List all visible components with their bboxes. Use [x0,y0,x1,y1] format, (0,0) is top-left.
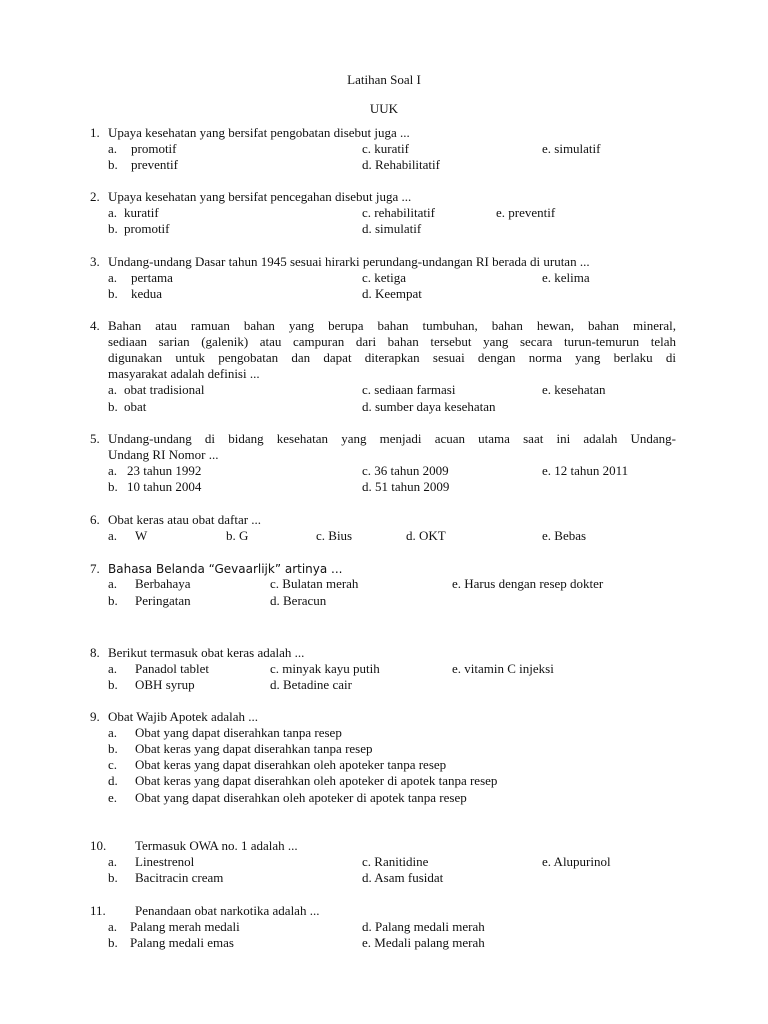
question-number: 11. [90,903,106,918]
option-a-label: a. [108,382,118,397]
question-text: Bahasa Belanda “Gevaarlijk” artinya ... [108,562,343,576]
question-number: 9. [90,709,100,724]
option-b-label: b. [108,870,118,885]
option-a-label: a. [108,576,118,591]
option-b: Peringatan [135,593,191,608]
option-a: Palang merah medali [130,919,240,934]
question-text-line: Bahan atau ramuan bahan yang berupa bahan tumbuhan, bahan hewan, bahan mineral, [108,318,676,333]
option-b: promotif [124,221,170,236]
question-number: 6. [90,512,100,527]
question-number: 7. [90,561,100,576]
option-c-label: c. [108,757,118,772]
option-b-label: b. [108,399,118,414]
option-a: Linestrenol [135,854,195,869]
option-c: c. kuratif [362,141,409,156]
option-b-label: b. [108,677,118,692]
question-text-line: Undang-undang di bidang kesehatan yang menjadi acuan utama saat ini adalah Undang- [108,431,676,446]
option-a-label: a. [108,919,118,934]
option-e: e. 12 tahun 2011 [542,463,629,478]
option-e: e. preventif [496,205,556,220]
option-e: e. simulatif [542,141,601,156]
question-text: Upaya kesehatan yang bersifat pencegahan disebut juga ... [108,189,412,204]
option-d: d. Betadine cair [270,677,352,692]
option-c: c. rehabilitatif [362,205,435,220]
option-e: Obat yang dapat diserahkan oleh apoteker di apotek tanpa resep [135,790,467,805]
option-a-label: a. [108,661,118,676]
option-d: d. Keempat [362,286,422,301]
option-c: Obat keras yang dapat diserahkan oleh apoteker tanpa resep [135,757,447,772]
option-b: Obat keras yang dapat diserahkan tanpa resep [135,741,373,756]
option-a-label: a. [108,854,118,869]
option-c: c. ketiga [362,270,407,285]
question-text-line: sediaan sarian (galenik) atau campuran dari bahan tersebut yang secara turun-temurun telah [108,334,676,349]
question-text: Berikut termasuk obat keras adalah ... [108,645,305,660]
option-a-label: a. [108,725,118,740]
option-b-label: b. [108,479,118,494]
option-a-label: a. [108,463,118,478]
option-a: Obat yang dapat diserahkan tanpa resep [135,725,342,740]
option-b: 10 tahun 2004 [127,479,202,494]
question-text-line: masyarakat adalah definisi ... [108,366,260,381]
option-d-label: d. [108,773,118,788]
option-d: d. sumber daya kesehatan [362,399,496,414]
option-b-label: b. [108,741,118,756]
option-d: d. Rehabilitatif [362,157,440,172]
question-text-line: Undang RI Nomor ... [108,447,219,462]
option-b: OBH syrup [135,677,195,692]
option-e: e. kesehatan [542,382,606,397]
option-e: e. Bebas [542,528,587,543]
option-a-label: a. [108,270,118,285]
question-text: Penandaan obat narkotika adalah ... [135,903,320,918]
option-a: W [135,528,148,543]
page-subtitle: UUK [369,101,399,116]
option-e: e. vitamin C injeksi [452,661,554,676]
option-d: d. Beracun [270,593,327,608]
option-d: d. OKT [406,528,446,543]
option-e: e. Alupurinol [542,854,611,869]
option-d: d. simulatif [362,221,422,236]
option-c: c. Ranitidine [362,854,429,869]
option-a: Panadol tablet [135,661,210,676]
option-b: obat [124,399,147,414]
question-number: 2. [90,189,100,204]
option-a-label: a. [108,141,118,156]
option-a-label: a. [108,528,118,543]
question-number: 1. [90,125,100,140]
page-title: Latihan Soal I [347,72,421,87]
option-a: promotif [131,141,177,156]
option-b-label: b. [108,593,118,608]
question-number: 8. [90,645,100,660]
option-b-label: b. [108,286,118,301]
option-e-label: e. [108,790,118,805]
option-a: obat tradisional [124,382,205,397]
question-number: 3. [90,254,100,269]
option-d: d. Palang medali merah [362,919,485,934]
option-b-label: b. [108,221,118,236]
option-c: c. minyak kayu putih [270,661,380,676]
question-number: 5. [90,431,100,446]
option-c: c. 36 tahun 2009 [362,463,449,478]
option-c: c. Bius [316,528,353,543]
option-b: kedua [131,286,163,301]
option-e: e. kelima [542,270,590,285]
option-b: preventif [131,157,178,172]
option-e: e. Harus dengan resep dokter [452,576,604,591]
option-a-label: a. [108,205,118,220]
question-text: Obat Wajib Apotek adalah ... [108,709,258,724]
option-d: d. Asam fusidat [362,870,444,885]
option-a: kuratif [124,205,159,220]
option-a: pertama [131,270,173,285]
option-c: c. sediaan farmasi [362,382,456,397]
question-text: Obat keras atau obat daftar ... [108,512,262,527]
option-b: Bacitracin cream [135,870,224,885]
question-text: Upaya kesehatan yang bersifat pengobatan disebut juga ... [108,125,410,140]
option-b: b. G [226,528,249,543]
option-b-label: b. [108,157,118,172]
question-number: 10. [90,838,107,853]
option-a: Berbahaya [135,576,191,591]
question-text: Undang-undang Dasar tahun 1945 sesuai hirarki perundang-undangan RI berada di urutan ... [108,254,590,269]
option-e: e. Medali palang merah [362,935,485,950]
question-number: 4. [90,318,100,333]
question-text: Termasuk OWA no. 1 adalah ... [135,838,298,853]
option-c: c. Bulatan merah [270,576,359,591]
option-a: 23 tahun 1992 [127,463,202,478]
option-b: Palang medali emas [130,935,234,950]
option-b-label: b. [108,935,118,950]
question-text-line: digunakan untuk pengobatan dan dapat diterapkan sesuai dengan norma yang berlaku di [108,350,676,365]
option-d: Obat keras yang dapat diserahkan oleh apoteker di apotek tanpa resep [135,773,498,788]
option-d: d. 51 tahun 2009 [362,479,450,494]
